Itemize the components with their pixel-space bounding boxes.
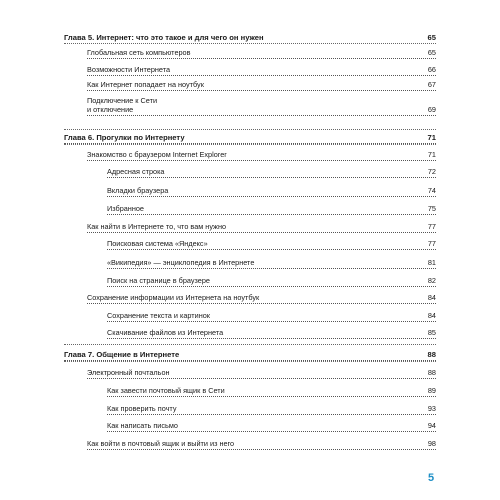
- toc-entry: [107, 421, 436, 432]
- toc-entry: [87, 439, 436, 450]
- section-divider: [64, 43, 436, 44]
- toc-entry: [87, 150, 436, 161]
- toc-entry-page: 67: [427, 80, 436, 89]
- toc-entry-page: 74: [427, 186, 436, 195]
- toc-entry: [107, 204, 436, 215]
- toc-entry-page: 65: [427, 33, 436, 42]
- toc-entry-title: Как найти в Интернете то, что вам нужно: [87, 222, 426, 231]
- toc-entry-page: 98: [427, 439, 436, 448]
- toc-entry-title: Поиск на странице в браузере: [107, 276, 426, 285]
- toc-entry: [107, 258, 436, 269]
- toc-entry: [107, 328, 436, 339]
- toc-entry-title: Глава 5. Интернет: что это такое и для чего он нужен: [64, 33, 426, 42]
- toc-entry-title: Как завести почтовый ящик в Сети: [107, 386, 426, 395]
- toc-entry-title: Как написать письмо: [107, 421, 426, 430]
- toc-entry-title: Возможности Интернета: [87, 65, 426, 74]
- toc-entry-title: Скачивание файлов из Интернета: [107, 328, 426, 337]
- section-divider: [64, 361, 436, 362]
- section-divider: [64, 129, 436, 130]
- toc-entry-title: Поисковая система «Яндекс»: [107, 239, 426, 248]
- toc-entry-page: 77: [427, 222, 436, 231]
- toc-entry: [107, 239, 436, 250]
- toc-entry-title: Глобальная сеть компьютеров: [87, 48, 426, 57]
- toc-entry-page: 84: [427, 311, 436, 320]
- toc-entry-title: «Википедия» — энциклопедия в Интернете: [107, 258, 426, 267]
- toc-entry-title: Вкладки браузера: [107, 186, 426, 195]
- section-divider: [64, 344, 436, 345]
- toc-chapter: [64, 133, 436, 144]
- toc-entry: [87, 48, 436, 59]
- toc-entry-page: 72: [427, 167, 436, 176]
- toc-entry: [107, 311, 436, 322]
- toc-entry-page: 66: [427, 65, 436, 74]
- toc-entry: [87, 96, 436, 116]
- toc-entry-title: Адресная строка: [107, 167, 426, 176]
- toc-entry-title: Избранное: [107, 204, 426, 213]
- toc-entry-title: Как проверить почту: [107, 404, 426, 413]
- toc-entry: [107, 167, 436, 178]
- toc-entry-page: 75: [427, 204, 436, 213]
- toc-entry-page: 69: [427, 105, 436, 114]
- section-divider: [64, 144, 436, 145]
- toc-entry: [107, 276, 436, 287]
- toc-entry-title: Как Интернет попадает на ноутбук: [87, 80, 426, 89]
- toc-entry-title: Глава 6. Прогулки по Интернету: [64, 133, 426, 142]
- toc-entry: [107, 404, 436, 415]
- toc-entry: [107, 186, 436, 197]
- toc-entry-page: 85: [427, 328, 436, 337]
- toc-entry: [87, 368, 436, 379]
- page-number: 5: [427, 472, 435, 484]
- toc-entry-title: Сохранение текста и картинок: [107, 311, 426, 320]
- toc-entry-title: Электронный почтальон: [87, 368, 426, 377]
- toc-entry: [87, 80, 436, 91]
- toc-entry-page: 93: [427, 404, 436, 413]
- toc-entry: [87, 293, 436, 304]
- toc-entry-page: 77: [427, 239, 436, 248]
- toc-entry: [107, 386, 436, 397]
- toc-entry-page: 88: [427, 350, 436, 359]
- toc-entry-title: Сохранение информации из Интернета на ноутбук: [87, 293, 426, 302]
- toc-entry: [87, 65, 436, 76]
- toc-entry-page: 84: [427, 293, 436, 302]
- toc-entry-page: 82: [427, 276, 436, 285]
- toc-entry-title: Знакомство с браузером Internet Explorer: [87, 150, 426, 159]
- toc-entry-page: 71: [427, 150, 436, 159]
- toc-entry-title: Глава 7. Общение в Интернете: [64, 350, 426, 359]
- toc-entry-title: Подключение к Сети и отключение: [87, 96, 426, 114]
- toc-entry-page: 89: [427, 386, 436, 395]
- toc-entry-page: 65: [427, 48, 436, 57]
- toc-entry-page: 88: [427, 368, 436, 377]
- toc-entry-page: 81: [427, 258, 436, 267]
- toc-entry-title: Как войти в почтовый ящик и выйти из него: [87, 439, 426, 448]
- toc-entry-page: 71: [427, 133, 436, 142]
- toc-entry-page: 94: [427, 421, 436, 430]
- toc-chapter: [64, 350, 436, 361]
- toc-entry: [87, 222, 436, 233]
